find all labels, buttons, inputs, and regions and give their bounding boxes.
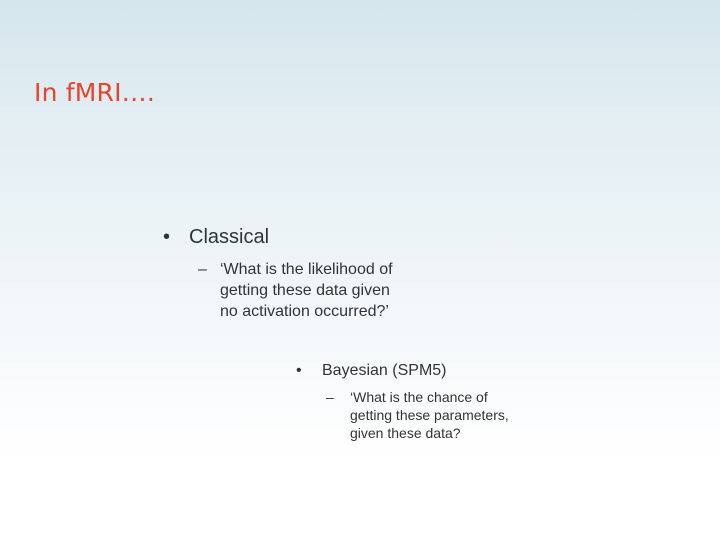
- bayesian-bullet-line: [296, 362, 509, 380]
- bayesian-heading: Bayesian (SPM5): [322, 362, 447, 379]
- dash-icon: –: [326, 389, 334, 405]
- slide-title: In fMRI….: [34, 78, 156, 107]
- bayesian-block: [296, 362, 509, 442]
- bayesian-subbullet: [326, 388, 509, 442]
- bullet-icon: •: [163, 226, 171, 248]
- bullet-icon: •: [296, 362, 302, 379]
- bayesian-description: ‘What is the chance of getting these parameters, given these data?: [350, 389, 509, 441]
- classical-description: ‘What is the likelihood of getting these data given no activation occurred?’: [220, 261, 393, 320]
- classical-subbullet: [198, 259, 393, 322]
- classical-bullet-line: [163, 226, 393, 249]
- dash-icon: –: [198, 261, 207, 278]
- classical-heading: Classical: [189, 226, 270, 248]
- classical-block: [163, 226, 393, 322]
